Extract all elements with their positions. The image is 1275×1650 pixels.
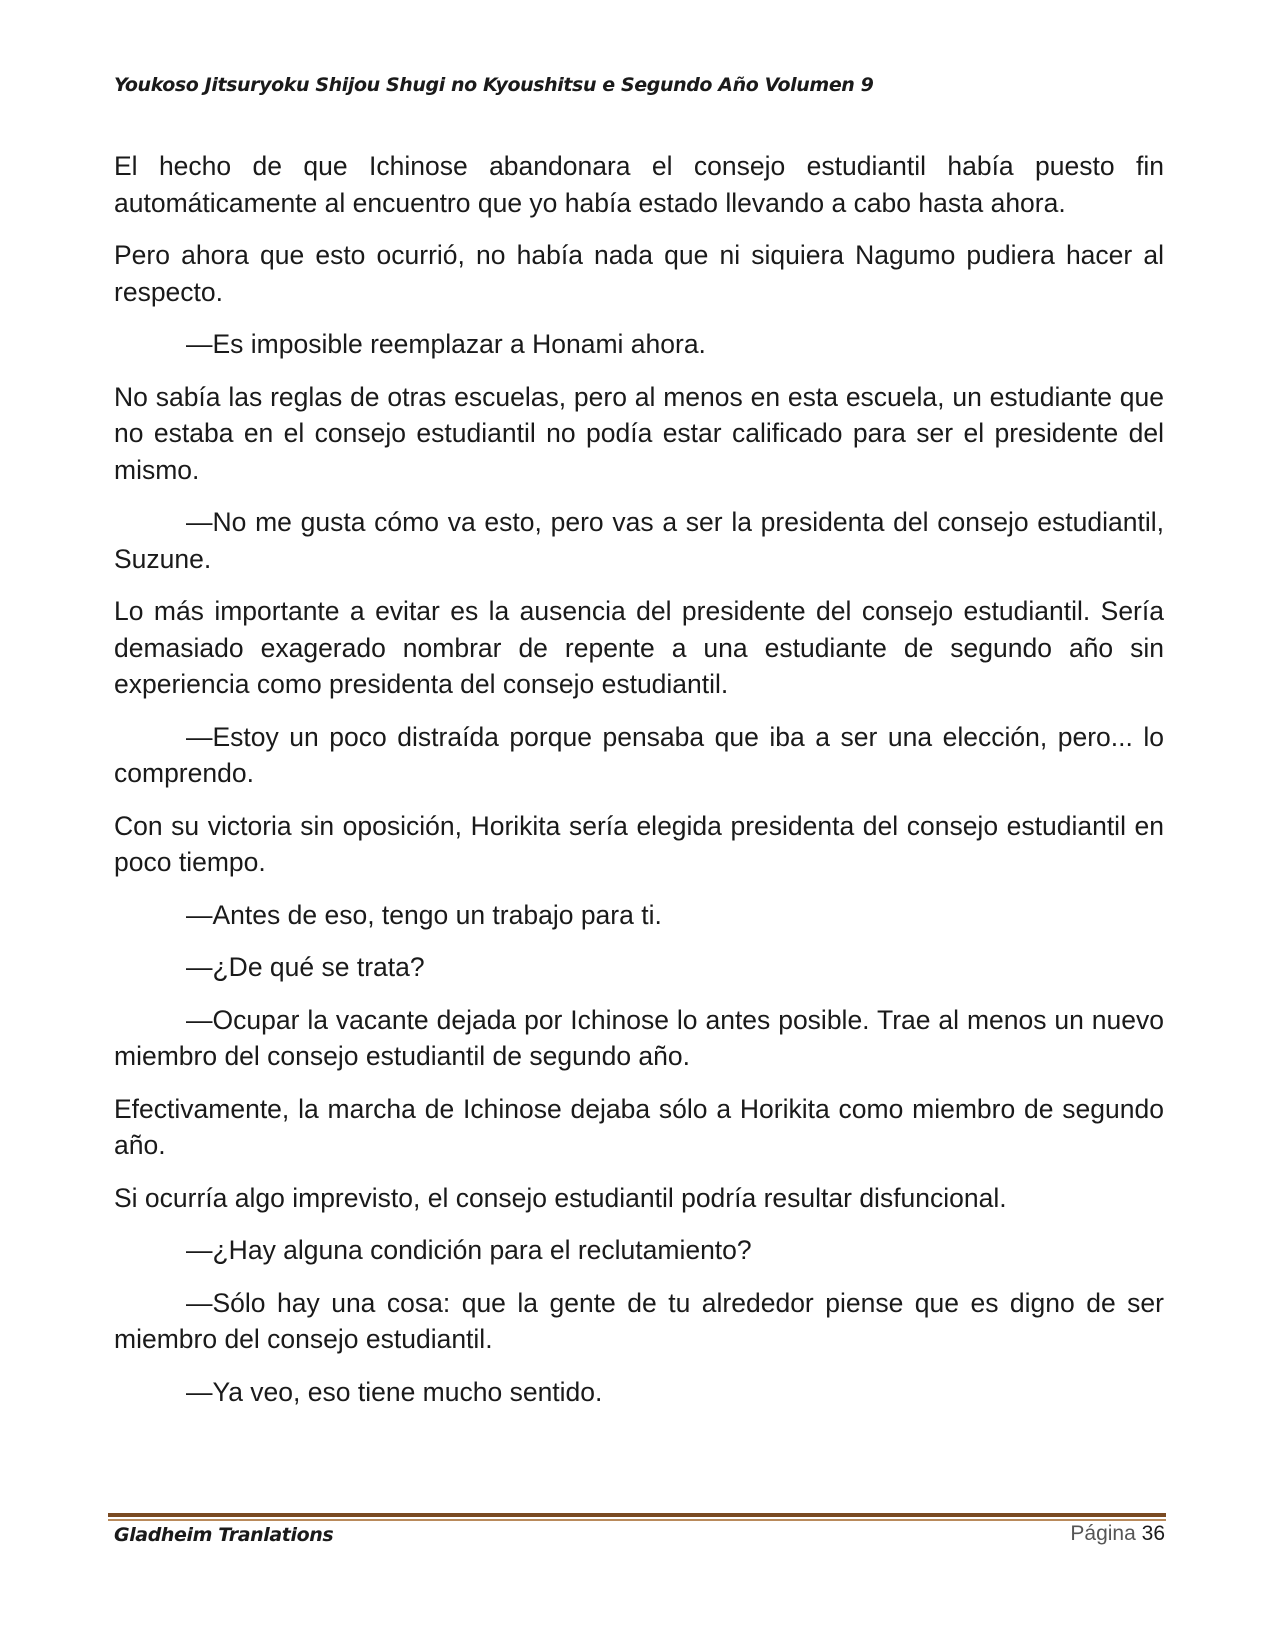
footer-translator-credit: Gladheim Tranlations [114,1524,334,1546]
paragraph: Efectivamente, la marcha de Ichinose dejaba sólo a Horikita como miembro de segundo año. [114,1093,1164,1160]
paragraph: El hecho de que Ichinose abandonara el consejo estudiantil había puesto fin automáticamente al encuentro que yo había estado llevando a cabo hasta ahora. [114,151,1164,218]
paragraph: Si ocurría algo imprevisto, el consejo estudiantil podría resultar disfuncional. [114,1182,1007,1213]
page-number-value: 36 [1141,1522,1165,1545]
running-header-title: Youkoso Jitsuryoku Shijou Shugi no Kyoushitsu e Segundo Año Volumen 9 [114,74,874,96]
paragraph: Con su victoria sin oposición, Horikita sería elegida presidenta del consejo estudiantil en poco tiempo. [114,810,1164,877]
paragraph: Lo más importante a evitar es la ausencia del presidente del consejo estudiantil. Sería demasiado exagerado nombrar de repente a una estudiante de segundo año sin experiencia como presidenta del consejo estudiantil. [114,596,1164,699]
dialogue-line: —Ya veo, eso tiene mucho sentido. [186,1376,603,1407]
dialogue-line: —Antes de eso, tengo un trabajo para ti. [186,899,662,930]
page-number [1070,1522,1165,1546]
dialogue-line: —No me gusta cómo va esto, pero vas a ser la presidenta del consejo estudiantil, Suzune. [114,507,1164,574]
dialogue-line: —Sólo hay una cosa: que la gente de tu alrededor piense que es digno de ser miembro del consejo estudiantil. [114,1287,1164,1354]
paragraph: Pero ahora que esto ocurrió, no había nada que ni siquiera Nagumo pudiera hacer al respecto. [114,240,1164,307]
footer-divider [108,1513,1166,1521]
dialogue-line: —Es imposible reemplazar a Honami ahora. [186,329,706,359]
dialogue-line: —¿De qué se trata? [186,952,425,982]
page-label: Página [1070,1522,1136,1545]
footer-divider-thick [108,1513,1166,1517]
paragraph: No sabía las reglas de otras escuelas, pero al menos en esta escuela, un estudiante que no estaba en el consejo estudiantil no podía estar calificado para ser el presidente del mismo. [114,381,1164,485]
dialogue-line: —¿Hay alguna condición para el reclutamiento? [186,1235,752,1265]
dialogue-line: —Estoy un poco distraída porque pensaba que iba a ser una elección, pero... lo comprendo. [114,721,1164,788]
dialogue-line: —Ocupar la vacante dejada por Ichinose lo antes posible. Trae al menos un nuevo miembro del consejo estudiantil de segundo año. [114,1004,1164,1071]
body-text [114,148,1164,1426]
footer-divider-thin [108,1519,1166,1521]
